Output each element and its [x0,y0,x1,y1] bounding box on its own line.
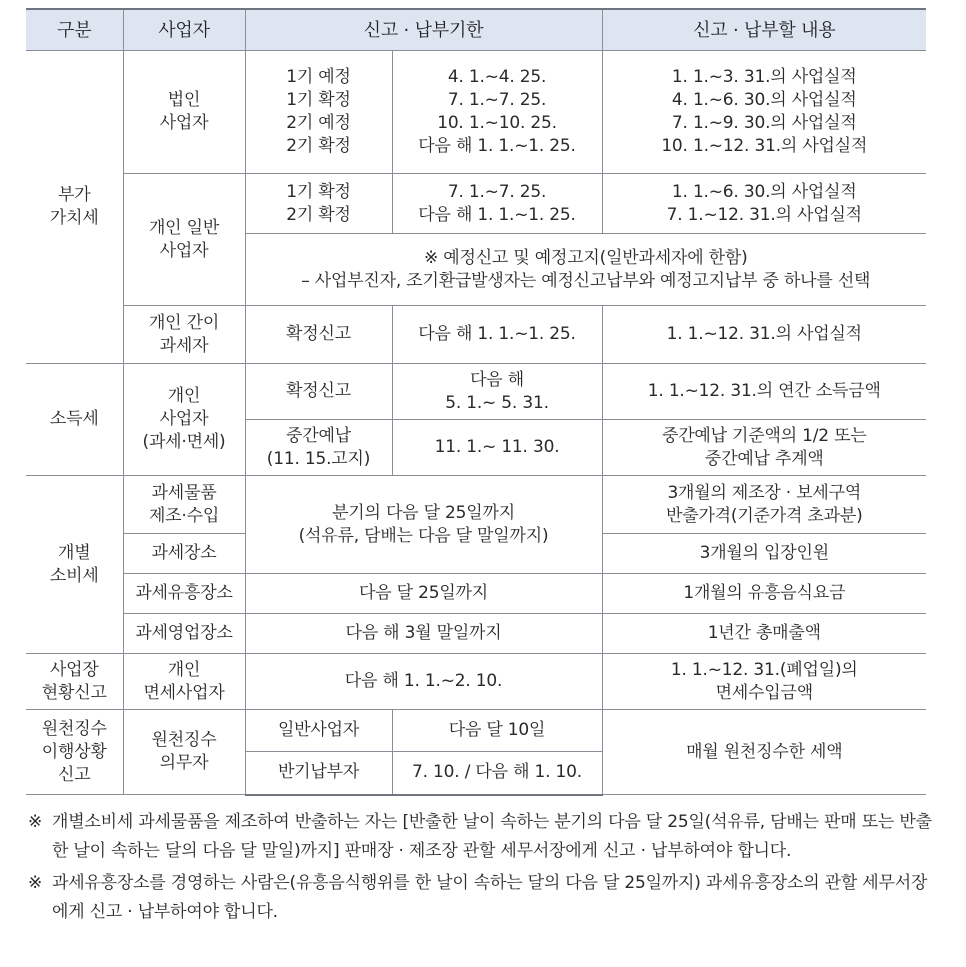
vat-preliminary-note: ※ 예정신고 및 예정고지(일반과세자에 한함) – 사업부진자, 조기환급발생자는 예정신고납부와 예정고지납부 중 하나를 선택 [245,234,926,306]
income-final-deadline: 다음 해 5. 1.~ 5. 31. [392,364,602,420]
footnote-text: 과세유흥장소를 경영하는 사람은(유흥음식행위를 한 날이 속하는 달의 다음 달 25일까지) 과세유흥장소의 관할 세무서장에게 신고 · 납부하여야 합니다. [52,873,928,922]
withholding-content: 매월 원천징수한 세액 [602,710,926,795]
vat-general-deadlines: 7. 1.~7. 25. 다음 해 1. 1.~1. 25. [392,174,602,234]
business-withholding-agent: 원천징수 의무자 [123,710,245,795]
income-interim-content: 중간예납 기준액의 1/2 또는 중간예납 추계액 [602,420,926,476]
reference-mark-icon: ※ [28,873,43,893]
withholding-semiannual-label: 반기납부자 [245,752,392,795]
vat-simplified-deadline: 다음 해 1. 1.~1. 25. [392,306,602,364]
vat-simplified-content: 1. 1.~12. 31.의 사업실적 [602,306,926,364]
vat-corp-deadlines: 4. 1.~4. 25. 7. 1.~7. 25. 10. 1.~10. 25. 다음 해 1. 1.~1. 25. [392,51,602,174]
excise-entertainment-content: 1개월의 유흥음식요금 [602,574,926,614]
table-row [26,614,926,654]
business-individual-general: 개인 일반 사업자 [123,174,245,306]
status-report-content: 1. 1.~12. 31.(폐업일)의 면세수입금액 [602,654,926,710]
tax-schedule-table [26,8,926,796]
business-taxable-venue: 과세장소 [123,534,245,574]
income-final-content: 1. 1.~12. 31.의 연간 소득금액 [602,364,926,420]
category-excise: 개별 소비세 [26,476,123,654]
table-row [26,364,926,420]
footnote-text: 개별소비세 과세물품을 제조하여 반출하는 자는 [반출한 날이 속하는 분기의 다음 달 25일(석유류, 담배는 판매 또는 반출한 날이 속하는 달의 다음 달 말일)까지] 판매장 · 제조장 관할 세무서장에게 신고 · 납부하여야 합니다. [52,812,932,861]
table-row [26,51,926,174]
table-row [26,306,926,364]
excise-venue-content: 3개월의 입장인원 [602,534,926,574]
category-withholding: 원천징수 이행상황 신고 [26,710,123,795]
footnote [28,808,933,866]
vat-corp-periods: 1기 예정 1기 확정 2기 예정 2기 확정 [245,51,392,174]
reference-mark-icon: ※ [28,812,43,832]
header-category: 구분 [26,9,123,51]
vat-simplified-period: 확정신고 [245,306,392,364]
excise-goods-deadline: 분기의 다음 달 25일까지 (석유류, 담배는 다음 달 말일까지) [245,476,602,574]
header-content: 신고 · 납부할 내용 [602,9,926,51]
category-status-report: 사업장 현황신고 [26,654,123,710]
vat-corp-contents: 1. 1.~3. 31.의 사업실적 4. 1.~6. 30.의 사업실적 7. 1.~9. 30.의 사업실적 10. 1.~12. 31.의 사업실적 [602,51,926,174]
header-business: 사업자 [123,9,245,51]
table-row [26,574,926,614]
business-corp: 법인 사업자 [123,51,245,174]
header-deadline: 신고 · 납부기한 [245,9,602,51]
category-vat: 부가 가치세 [26,51,123,364]
footnotes [28,808,933,930]
vat-general-periods: 1기 확정 2기 확정 [245,174,392,234]
table-row [26,476,926,534]
table-row [26,654,926,710]
withholding-general-deadline: 다음 달 10일 [392,710,602,752]
withholding-semiannual-deadline: 7. 10. / 다음 해 1. 10. [392,752,602,795]
table-row [26,710,926,752]
income-final-period: 확정신고 [245,364,392,420]
income-interim-period: 중간예납 (11. 15.고지) [245,420,392,476]
excise-business-deadline: 다음 해 3월 말일까지 [245,614,602,654]
excise-goods-content: 3개월의 제조장 · 보세구역 반출가격(기준가격 초과분) [602,476,926,534]
vat-general-contents: 1. 1.~6. 30.의 사업실적 7. 1.~12. 31.의 사업실적 [602,174,926,234]
business-exempt: 개인 면세사업자 [123,654,245,710]
excise-entertainment-deadline: 다음 달 25일까지 [245,574,602,614]
table-row [26,174,926,234]
business-taxable-goods: 과세물품 제조·수입 [123,476,245,534]
business-individual: 개인 사업자 (과세·면세) [123,364,245,476]
withholding-general-label: 일반사업자 [245,710,392,752]
table-header-row [26,9,926,51]
business-simplified: 개인 간이 과세자 [123,306,245,364]
category-income-tax: 소득세 [26,364,123,476]
income-interim-deadline: 11. 1.~ 11. 30. [392,420,602,476]
status-report-deadline: 다음 해 1. 1.~2. 10. [245,654,602,710]
footnote [28,869,933,927]
business-entertainment: 과세유흥장소 [123,574,245,614]
business-taxable-business: 과세영업장소 [123,614,245,654]
excise-business-content: 1년간 총매출액 [602,614,926,654]
